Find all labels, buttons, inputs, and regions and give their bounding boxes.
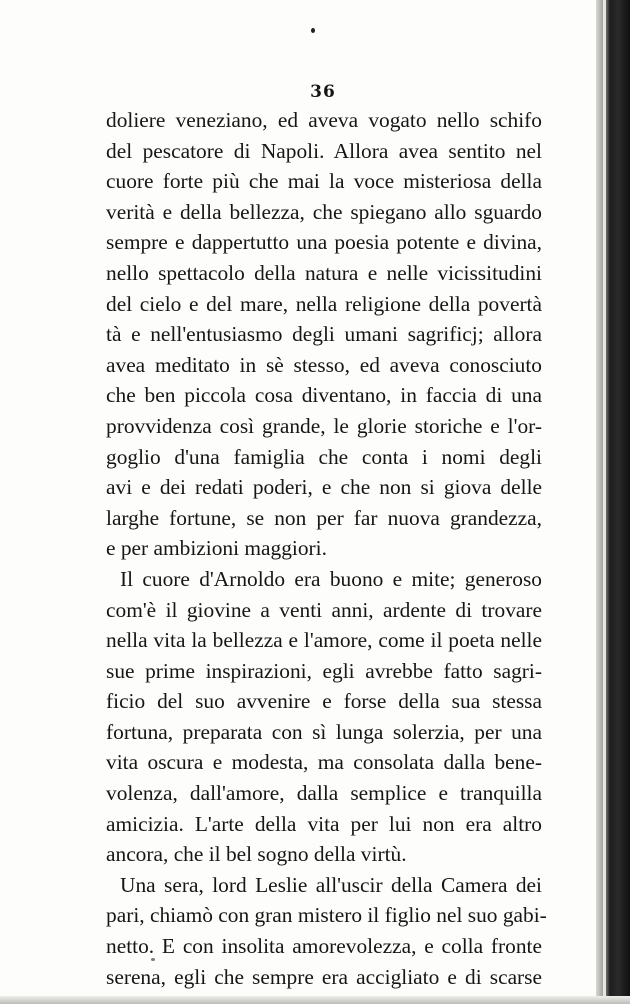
paragraph-start-line: Una sera, lord Leslie all'uscir della Camera dei: [120, 872, 542, 897]
paragraph-end-line: e per ambizioni maggiori.: [106, 536, 327, 561]
page-number: 36: [310, 82, 336, 102]
body-text: [106, 105, 547, 992]
text-line: netto. E con insolita amorevolezza, e colla fronte: [106, 934, 542, 959]
paragraph-start-line: Il cuore d'Arnoldo era buono e mite; generoso: [120, 566, 542, 591]
text-line: volenza, dall'amore, dalla semplice e tranquilla: [106, 781, 542, 806]
text-line: amicizia. L'arte della vita per lui non era altro: [106, 811, 542, 836]
scan-edge-highlight: [603, 0, 606, 1004]
text-line: sempre e dappertutto una poesia potente e divina,: [106, 230, 542, 255]
text-line: avi e dei redati poderi, e che non si giova delle: [106, 475, 542, 500]
text-line: del pescatore di Napoli. Allora avea sentito nel: [106, 138, 542, 163]
text-line: provvidenza così grande, le glorie storiche e l'or-: [106, 413, 542, 438]
text-line: nello spettacolo della natura e nelle vicissitudini: [106, 260, 542, 285]
text-line: verità e della bellezza, che spiegano allo sguardo: [106, 199, 542, 224]
text-line: serena, egli che sempre era accigliato e di scarse: [106, 964, 542, 989]
scan-page-edge: [596, 0, 630, 1004]
text-line: fortuna, preparata con sì lunga solerzia, per una: [106, 719, 542, 744]
ink-speck: [311, 28, 315, 33]
text-line: cuore forte più che mai la voce misteriosa della: [106, 169, 542, 194]
scan-bottom-edge: [0, 996, 630, 1004]
text-line: del cielo e del mare, nella religione della povertà: [106, 291, 542, 316]
text-line: com'è il giovine a venti anni, ardente di trovare: [106, 597, 542, 622]
text-line: che ben piccola cosa diventano, in faccia di una: [106, 383, 542, 408]
text-line: vita oscura e modesta, ma consolata dalla bene-: [106, 750, 542, 775]
text-line: ficio del suo avvenire e forse della sua stessa: [106, 689, 542, 714]
text-line: larghe fortune, se non per far nuova grandezza,: [106, 505, 542, 530]
text-line: goglio d'una famiglia che conta i nomi degli: [106, 444, 542, 469]
text-line: doliere veneziano, ed aveva vogato nello schifo: [106, 108, 542, 132]
text-line: pari, chiamò con gran mistero il figlio nel suo gabi-: [106, 903, 547, 928]
paragraph-end-line: ancora, che il bel sogno della virtù.: [106, 842, 407, 867]
text-line: sue prime inspirazioni, egli avrebbe fatto sagri-: [106, 658, 542, 683]
text-line: nella vita la bellezza e l'amore, come il poeta nelle: [106, 628, 542, 653]
text-line: avea meditato in sè stesso, ed aveva conosciuto: [106, 352, 542, 377]
text-line: tà e nell'entusiasmo degli umani sagrificj; allora: [106, 322, 542, 347]
